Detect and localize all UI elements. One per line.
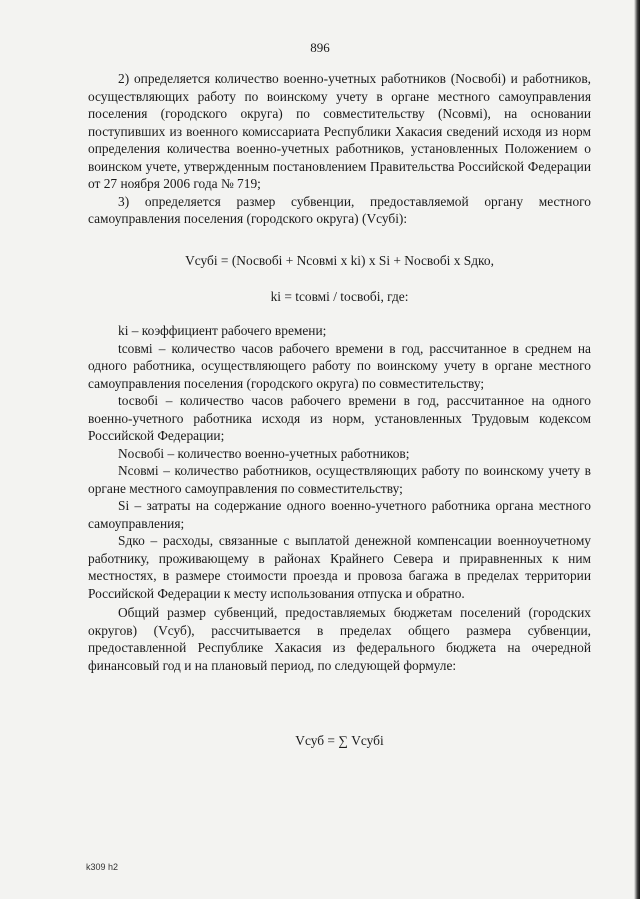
definition-si: Si – затраты на содержание одного военно-учетного работника органа местного самоуправления; xyxy=(88,498,591,531)
definitions-block xyxy=(88,322,591,674)
page-number: 896 xyxy=(310,40,330,55)
definition-nsovm: Nсовмi – количество работников, осуществляющих работу по воинскому учету в органе местного самоуправления по совместительству; xyxy=(88,463,591,496)
formula-subvention-i: Vсубi = (Nосвобi + Nсовмi x ki) x Si + Nосвобi x Sдко, xyxy=(185,253,494,268)
paragraph-total-subvention: Общий размер субвенций, предоставляемых бюджетам поселений (городских округов) (Vсуб), рассчитывается в пределах общего размера субвенции, предоставленной Республике Хакасия из федерального бюджета на очередной финансовый год и на плановый период, по следующей формуле: xyxy=(88,605,591,673)
scan-edge-shadow xyxy=(634,0,640,899)
formula-total-subvention: Vсуб = ∑ Vсубi xyxy=(295,733,384,748)
footer-code: k309 h2 xyxy=(86,862,119,872)
definition-nosvob: Nосвобi – количество военно-учетных работников; xyxy=(118,445,410,461)
definition-ki: ki – коэффициент рабочего времени; xyxy=(118,323,327,338)
definition-tosvob: tосвобi – количество часов рабочего времени в год, рассчитанное на одного военно-учетного работника исходя из норм, установленных Трудовым кодексом Российской Федерации; xyxy=(88,393,591,443)
paragraph-military-workers-count: 2) определяется количество военно-учетных работников (Nосвобi) и работников, осуществляющих работу по воинскому учету в органе местного самоуправления поселения (городского округа) по совместительству (Nсовмi), на основании поступивших из военного комиссариата Республики Хакасия сведений исходя из норм определения количества военно-учетных работников, установленных Положением о воинском учете, утвержденным постановлением Правительства Российской Федерации от 27 ноября 2006 года № 719; xyxy=(88,71,591,191)
definition-sdko: Sдко – расходы, связанные с выплатой денежной компенсации военноучетному работнику, проживающему в районах Крайнего Севера и приравненных к ним местностях, в размере стоимости проезда и провоза багажа в пределах территории Российской Федерации к месту использования отпуска и обратно. xyxy=(88,533,591,601)
paragraph-subvention-size: 3) определяется размер субвенции, предоставляемой органу местного самоуправления поселения (городского округа) (Vсубi): xyxy=(88,193,591,226)
paragraph-block-1 xyxy=(88,70,591,228)
definition-tsovm: tсовмi – количество часов рабочего времени в год, рассчитанное в среднем на одного работника, осуществляющего работу по воинскому учету в органе местного самоуправления поселения (городского округа) по совместительству; xyxy=(88,340,591,391)
formula-coefficient-k: ki = tсовмi / tосвобi, где: xyxy=(270,289,409,304)
